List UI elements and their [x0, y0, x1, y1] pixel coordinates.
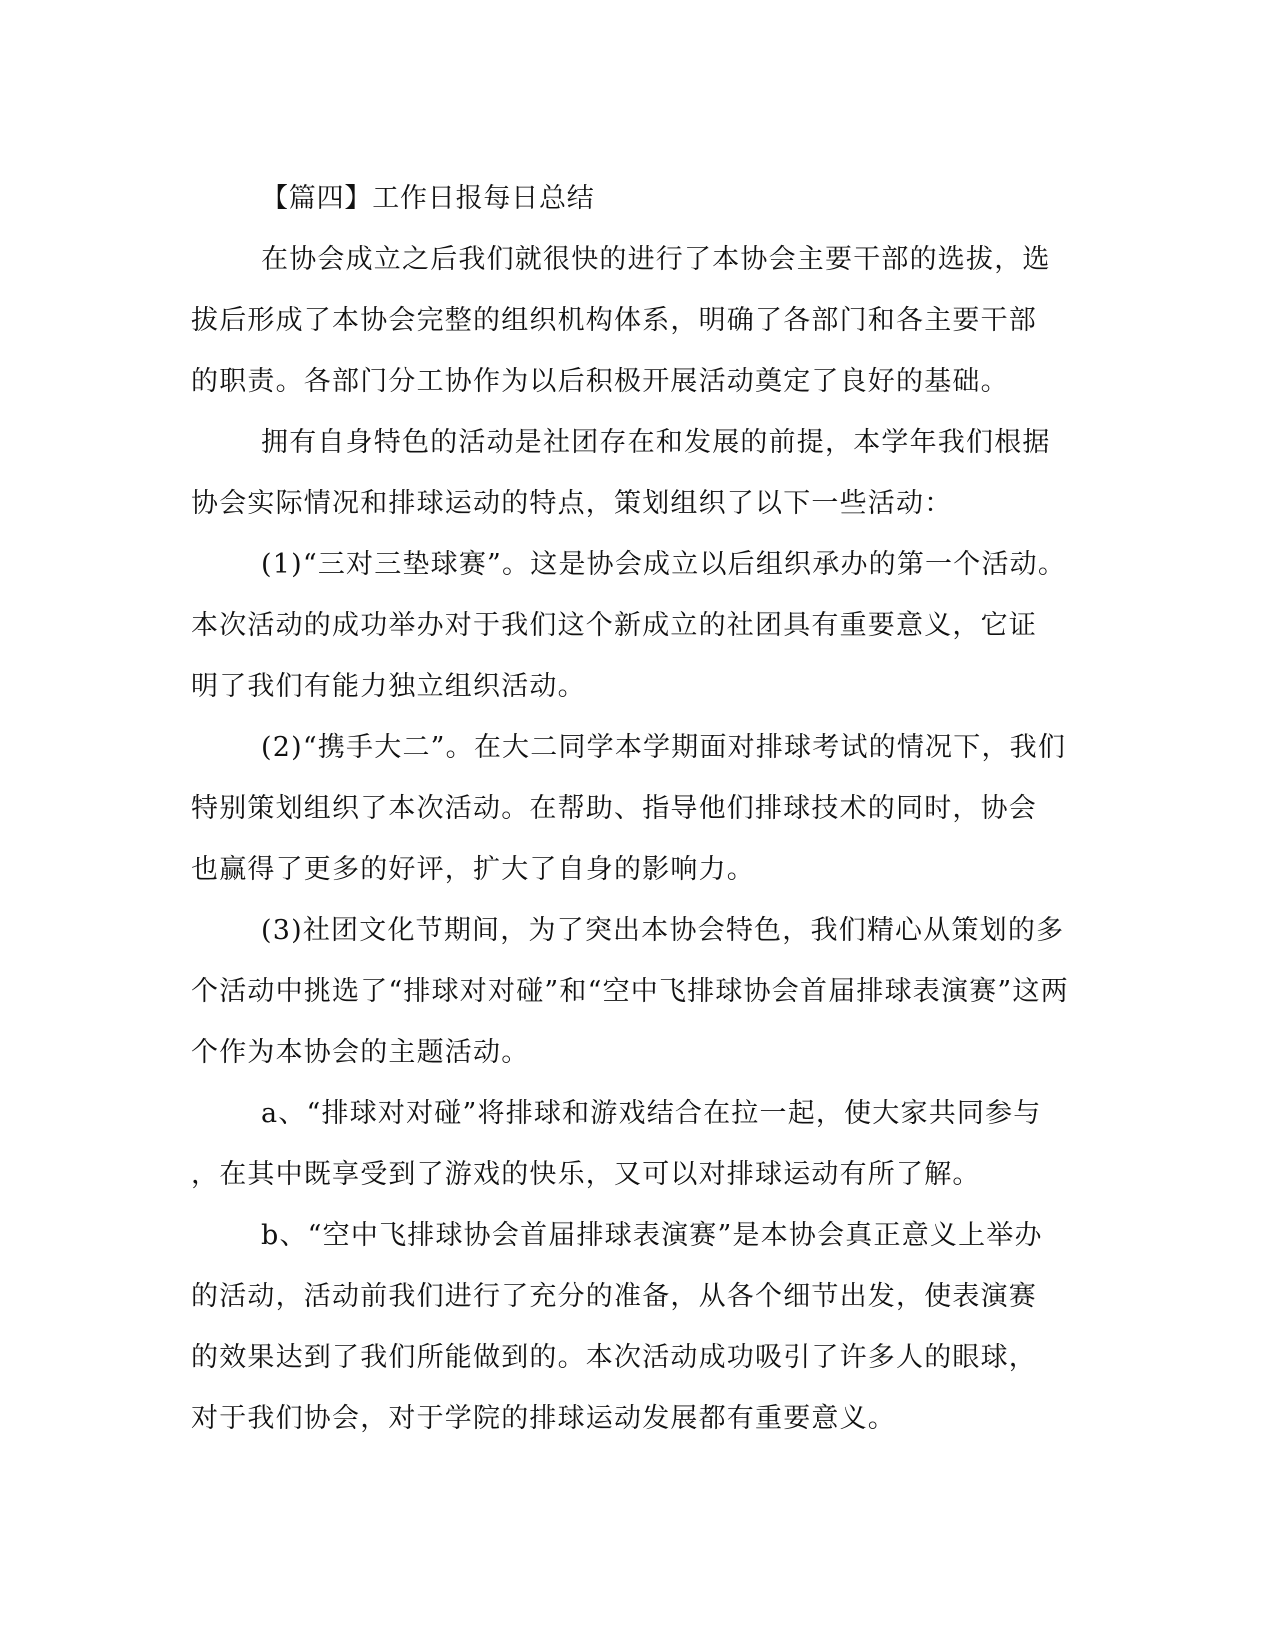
paragraph-7 [191, 1205, 1091, 1449]
document-title: 【篇四】工作日报每日总结 [261, 183, 595, 214]
paragraph-line: 个活动中挑选了“排球对对碰”和“空中飞排球协会首届排球表演赛”这两 [191, 976, 1069, 1007]
paragraph-line: (3)社团文化节期间，为了突出本协会特色，我们精心从策划的多 [261, 915, 1065, 946]
paragraph-line: 明了我们有能力独立组织活动。 [191, 671, 586, 702]
paragraph-line: a、“排球对对碰”将排球和游戏结合在拉一起，使大家共同参与 [261, 1098, 1042, 1129]
paragraph-line: 协会实际情况和排球运动的特点，策划组织了以下一些活动： [191, 488, 953, 519]
paragraph-line: 特别策划组织了本次活动。在帮助、指导他们排球技术的同时，协会 [191, 793, 1037, 824]
paragraph-line: 对于我们协会，对于学院的排球运动发展都有重要意义。 [191, 1403, 896, 1434]
paragraph-line: 的职责。各部门分工协作为以后积极开展活动奠定了良好的基础。 [191, 366, 1009, 397]
paragraph-2 [191, 412, 1091, 534]
paragraph-line: ，在其中既享受到了游戏的快乐，又可以对排球运动有所了解。 [191, 1159, 981, 1190]
paragraph-3 [191, 534, 1091, 717]
paragraph-line: 的效果达到了我们所能做到的。本次活动成功吸引了许多人的眼球， [191, 1342, 1037, 1373]
paragraph-line: 也赢得了更多的好评，扩大了自身的影响力。 [191, 854, 755, 885]
paragraph-line: 本次活动的成功举办对于我们这个新成立的社团具有重要意义，它证 [191, 610, 1037, 641]
paragraph-line: 个作为本协会的主题活动。 [191, 1037, 530, 1068]
paragraph-line: b、“空中飞排球协会首届排球表演赛”是本协会真正意义上举办 [261, 1220, 1043, 1251]
paragraph-line: 拥有自身特色的活动是社团存在和发展的前提，本学年我们根据 [261, 427, 1051, 458]
paragraph-4 [191, 717, 1091, 900]
paragraph-line: (1)“三对三垫球赛”。这是协会成立以后组织承办的第一个活动。 [261, 549, 1067, 580]
paragraph-line: 的活动，活动前我们进行了充分的准备，从各个细节出发，使表演赛 [191, 1281, 1037, 1312]
paragraph-line: (2)“携手大二”。在大二同学本学期面对排球考试的情况下，我们 [261, 732, 1067, 763]
paragraph-6 [191, 1083, 1091, 1205]
paragraph-line: 拔后形成了本协会完整的组织机构体系，明确了各部门和各主要干部 [191, 305, 1037, 336]
paragraph-line: 在协会成立之后我们就很快的进行了本协会主要干部的选拔，选 [261, 244, 1051, 275]
paragraph-1 [191, 229, 1091, 412]
paragraph-5 [191, 900, 1091, 1083]
document-body [191, 168, 1091, 1449]
